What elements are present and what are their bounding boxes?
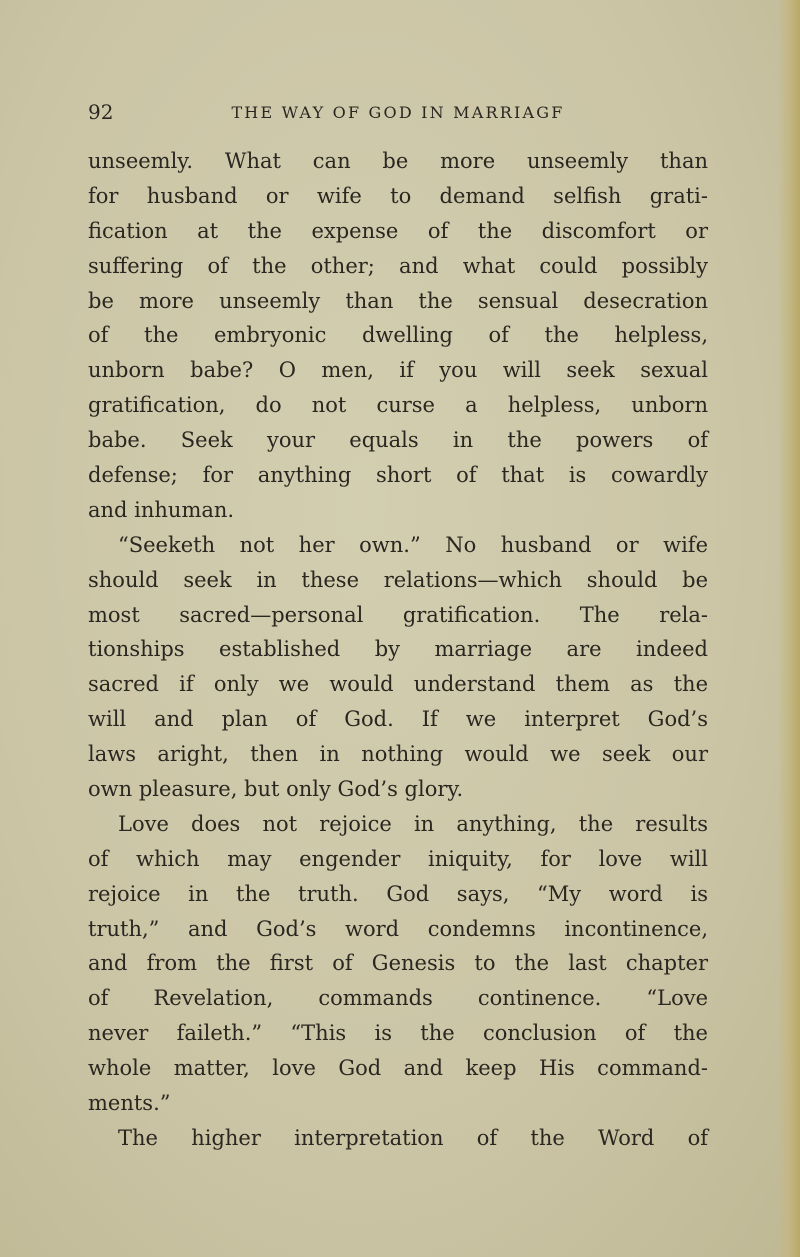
text-line: for husband or wife to demand selfish grati- — [88, 183, 708, 208]
text-line: of Revelation, commands continence. “Love — [88, 986, 708, 1011]
text-line: of which may engender iniquity, for love will — [88, 846, 708, 871]
text-line: unborn babe? O men, if you will seek sexual — [88, 358, 708, 383]
text-line: of the embryonic dwelling of the helpless, — [88, 323, 708, 348]
page-header — [88, 100, 708, 130]
text-line: Love does not rejoice in anything, the results — [118, 811, 708, 836]
body-text — [88, 144, 708, 1156]
text-line: own pleasure, but only God’s glory. — [88, 777, 464, 802]
text-line: sacred if only we would understand them as the — [88, 672, 708, 697]
text-line: “Seeketh not her own.” No husband or wife — [118, 532, 708, 557]
page-edge-shadow — [778, 0, 800, 1257]
text-line: suffering of the other; and what could possibly — [88, 253, 708, 278]
text-line: The higher interpretation of the Word of — [118, 1125, 708, 1150]
text-line: ments.” — [88, 1091, 171, 1116]
text-line: fication at the expense of the discomfort or — [88, 218, 708, 243]
text-line: gratification, do not curse a helpless, unborn — [88, 393, 708, 418]
text-line: truth,” and God’s word condemns incontinence, — [88, 916, 708, 941]
running-head: THE WAY OF GOD IN MARRIAGF — [231, 103, 565, 122]
page-number: 92 — [88, 100, 114, 124]
text-line: rejoice in the truth. God says, “My word is — [88, 881, 708, 906]
text-line: tionships established by marriage are indeed — [88, 637, 708, 662]
text-line: laws aright, then in nothing would we seek our — [88, 742, 708, 767]
text-line: and inhuman. — [88, 497, 235, 522]
text-line: babe. Seek your equals in the powers of — [88, 428, 708, 453]
text-line: and from the first of Genesis to the last chapter — [88, 951, 708, 976]
text-line: most sacred—personal gratification. The rela- — [88, 602, 708, 627]
text-line: unseemly. What can be more unseemly than — [88, 149, 708, 173]
text-line: be more unseemly than the sensual desecration — [88, 288, 708, 313]
text-line: defense; for anything short of that is cowardly — [88, 463, 708, 488]
text-line: should seek in these relations—which should be — [88, 567, 708, 592]
text-line: will and plan of God. If we interpret God’s — [88, 707, 708, 732]
text-line: never faileth.” “This is the conclusion of the — [88, 1021, 708, 1046]
text-line: whole matter, love God and keep His command- — [88, 1056, 708, 1081]
